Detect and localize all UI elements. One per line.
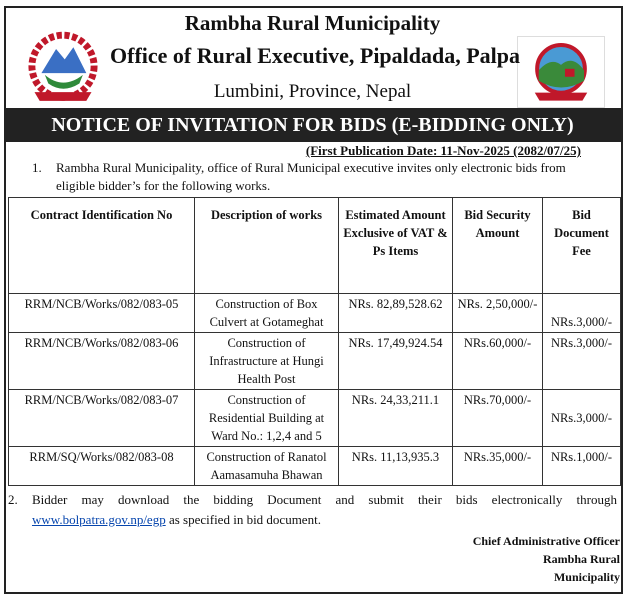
- description: Construction of Ranatol Aamasamuha Bhawan: [195, 447, 339, 486]
- header-estimated-amount: Estimated Amount Exclusive of VAT & Ps Items: [339, 198, 453, 294]
- paragraph-1: [32, 159, 592, 195]
- paragraph-text: Bidder may download the bidding Document and submit their bids electronically through: [32, 492, 617, 507]
- signatory-org-line2: Municipality: [553, 570, 620, 584]
- table-row: [9, 294, 621, 333]
- estimated-amount: NRs. 11,13,935.3: [339, 447, 453, 486]
- description: Construction of Residential Building at Ward No.: 1,2,4 and 5: [195, 390, 339, 447]
- bids-table: [8, 197, 621, 486]
- contract-id: RRM/NCB/Works/082/083-05: [9, 294, 195, 333]
- table-row: [9, 333, 621, 390]
- notice-title: NOTICE OF INVITATION FOR BIDS (E-BIDDING ONLY): [4, 108, 621, 142]
- estimated-amount: NRs. 24,33,211.1: [339, 390, 453, 447]
- document-fee: NRs.3,000/-: [543, 333, 621, 390]
- bid-security: NRs.60,000/-: [453, 333, 543, 390]
- table-row: [9, 390, 621, 447]
- estimated-amount: NRs. 82,89,528.62: [339, 294, 453, 333]
- municipality-logo: [517, 36, 605, 108]
- contract-id: RRM/NCB/Works/082/083-07: [9, 390, 195, 447]
- office-name: Office of Rural Executive, Pipaldada, Palpa: [110, 43, 521, 68]
- paragraph-number: 2.: [8, 492, 18, 507]
- paragraph-text-end: as specified in bid document.: [165, 512, 321, 527]
- bid-security: NRs.35,000/-: [453, 447, 543, 486]
- signatory-org-line1: Rambha Rural: [542, 552, 620, 566]
- contract-id: RRM/SQ/Works/082/083-08: [9, 447, 195, 486]
- signatory-title: Chief Administrative Officer: [472, 534, 620, 548]
- header-contract-id: Contract Identification No: [9, 198, 195, 294]
- document-fee: NRs.1,000/-: [543, 447, 621, 486]
- lower-section: [8, 197, 620, 586]
- bid-security: NRs.70,000/-: [453, 390, 543, 447]
- bid-security: NRs. 2,50,000/-: [453, 294, 543, 333]
- nepal-emblem-logo: [20, 30, 106, 106]
- signature-block: [8, 532, 620, 586]
- header-description: Description of works: [195, 198, 339, 294]
- paragraph-text: Rambha Rural Municipality, office of Rural Municipal executive invites only electronic bids from eligible bidder’s for the following works.: [56, 160, 566, 193]
- document-fee: NRs.3,000/-: [543, 294, 621, 333]
- office-location: Lumbini, Province, Nepal: [213, 81, 412, 102]
- municipality-name: Rambha Rural Municipality: [184, 11, 441, 35]
- document-fee: NRs.3,000/-: [543, 390, 621, 447]
- publication-date: (First Publication Date: 11-Nov-2025 (2082/07/25): [305, 143, 581, 158]
- estimated-amount: NRs. 17,49,924.54: [339, 333, 453, 390]
- paragraph-number: 1.: [32, 160, 42, 175]
- header-document-fee: Bid Document Fee: [543, 198, 621, 294]
- bolpatra-link[interactable]: www.bolpatra.gov.np/egp: [32, 512, 166, 527]
- paragraph-2: [8, 490, 617, 530]
- table-row: [9, 447, 621, 486]
- contract-id: RRM/NCB/Works/082/083-06: [9, 333, 195, 390]
- header-bid-security: Bid Security Amount: [453, 198, 543, 294]
- table-header-row: [9, 198, 621, 294]
- description: Construction of Box Culvert at Gotameghat: [195, 294, 339, 333]
- description: Construction of Infrastructure at Hungi Health Post: [195, 333, 339, 390]
